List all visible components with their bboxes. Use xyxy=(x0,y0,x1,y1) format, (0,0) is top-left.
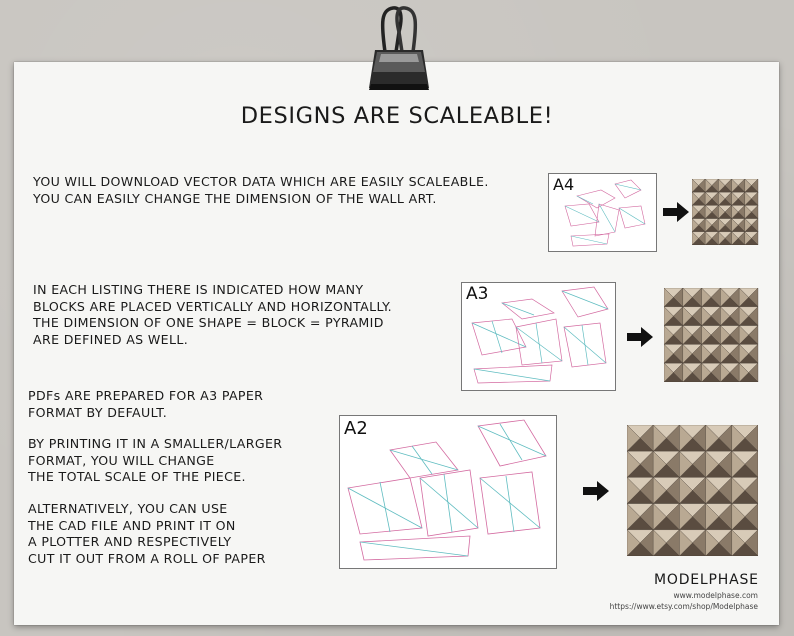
vector-data-text: YOU WILL DOWNLOAD VECTOR DATA WHICH ARE EASILY SCALEABLE. YOU CAN EASILY CHANGE THE DIMENSION OF THE WALL ART. xyxy=(33,174,489,206)
a3-label: A3 xyxy=(466,284,489,304)
page-title: DESIGNS ARE SCALEABLE! xyxy=(240,103,554,129)
a2-label: A2 xyxy=(344,418,368,439)
a4-template-sheet xyxy=(548,173,657,252)
pdf-format-text: PDFs ARE PREPARED FOR A3 PAPER FORMAT BY DEFAULT. xyxy=(28,388,264,420)
brand-name: MODELPHASE xyxy=(654,572,759,588)
cad-plotter-text: ALTERNATIVELY, YOU CAN USE THE CAD FILE AND PRINT IT ON A PLOTTER AND RESPECTIVELY CUT IT OUT FROM A ROLL OF PAPER xyxy=(28,501,266,566)
a4-label: A4 xyxy=(553,175,575,194)
listing-info-text: IN EACH LISTING THERE IS INDICATED HOW MANY BLOCKS ARE PLACED VERTICALLY AND HORIZONTALLY. THE DIMENSION OF ONE SHAPE = BLOCK = PYRAMID ARE DEFINED AS WELL. xyxy=(33,282,392,347)
a4-template-drawing xyxy=(549,174,656,251)
binder-clip-icon xyxy=(363,2,435,96)
a2-template-drawing xyxy=(340,416,556,568)
a3-template-drawing xyxy=(462,283,615,390)
arrow-right-icon xyxy=(663,202,689,226)
small-pyramid-wall-render xyxy=(692,179,759,245)
arrow-right-icon xyxy=(583,481,609,505)
website-url: www.modelphase.com xyxy=(673,591,758,600)
a2-template-sheet xyxy=(339,415,557,569)
a3-template-sheet xyxy=(461,282,616,391)
etsy-url: https://www.etsy.com/shop/Modelphase xyxy=(609,602,758,611)
medium-pyramid-wall-render xyxy=(664,288,759,382)
large-pyramid-wall-render xyxy=(627,425,758,556)
arrow-right-icon xyxy=(627,327,653,351)
printing-scale-text: BY PRINTING IT IN A SMALLER/LARGER FORMAT, YOU WILL CHANGE THE TOTAL SCALE OF THE PIECE. xyxy=(28,436,283,484)
